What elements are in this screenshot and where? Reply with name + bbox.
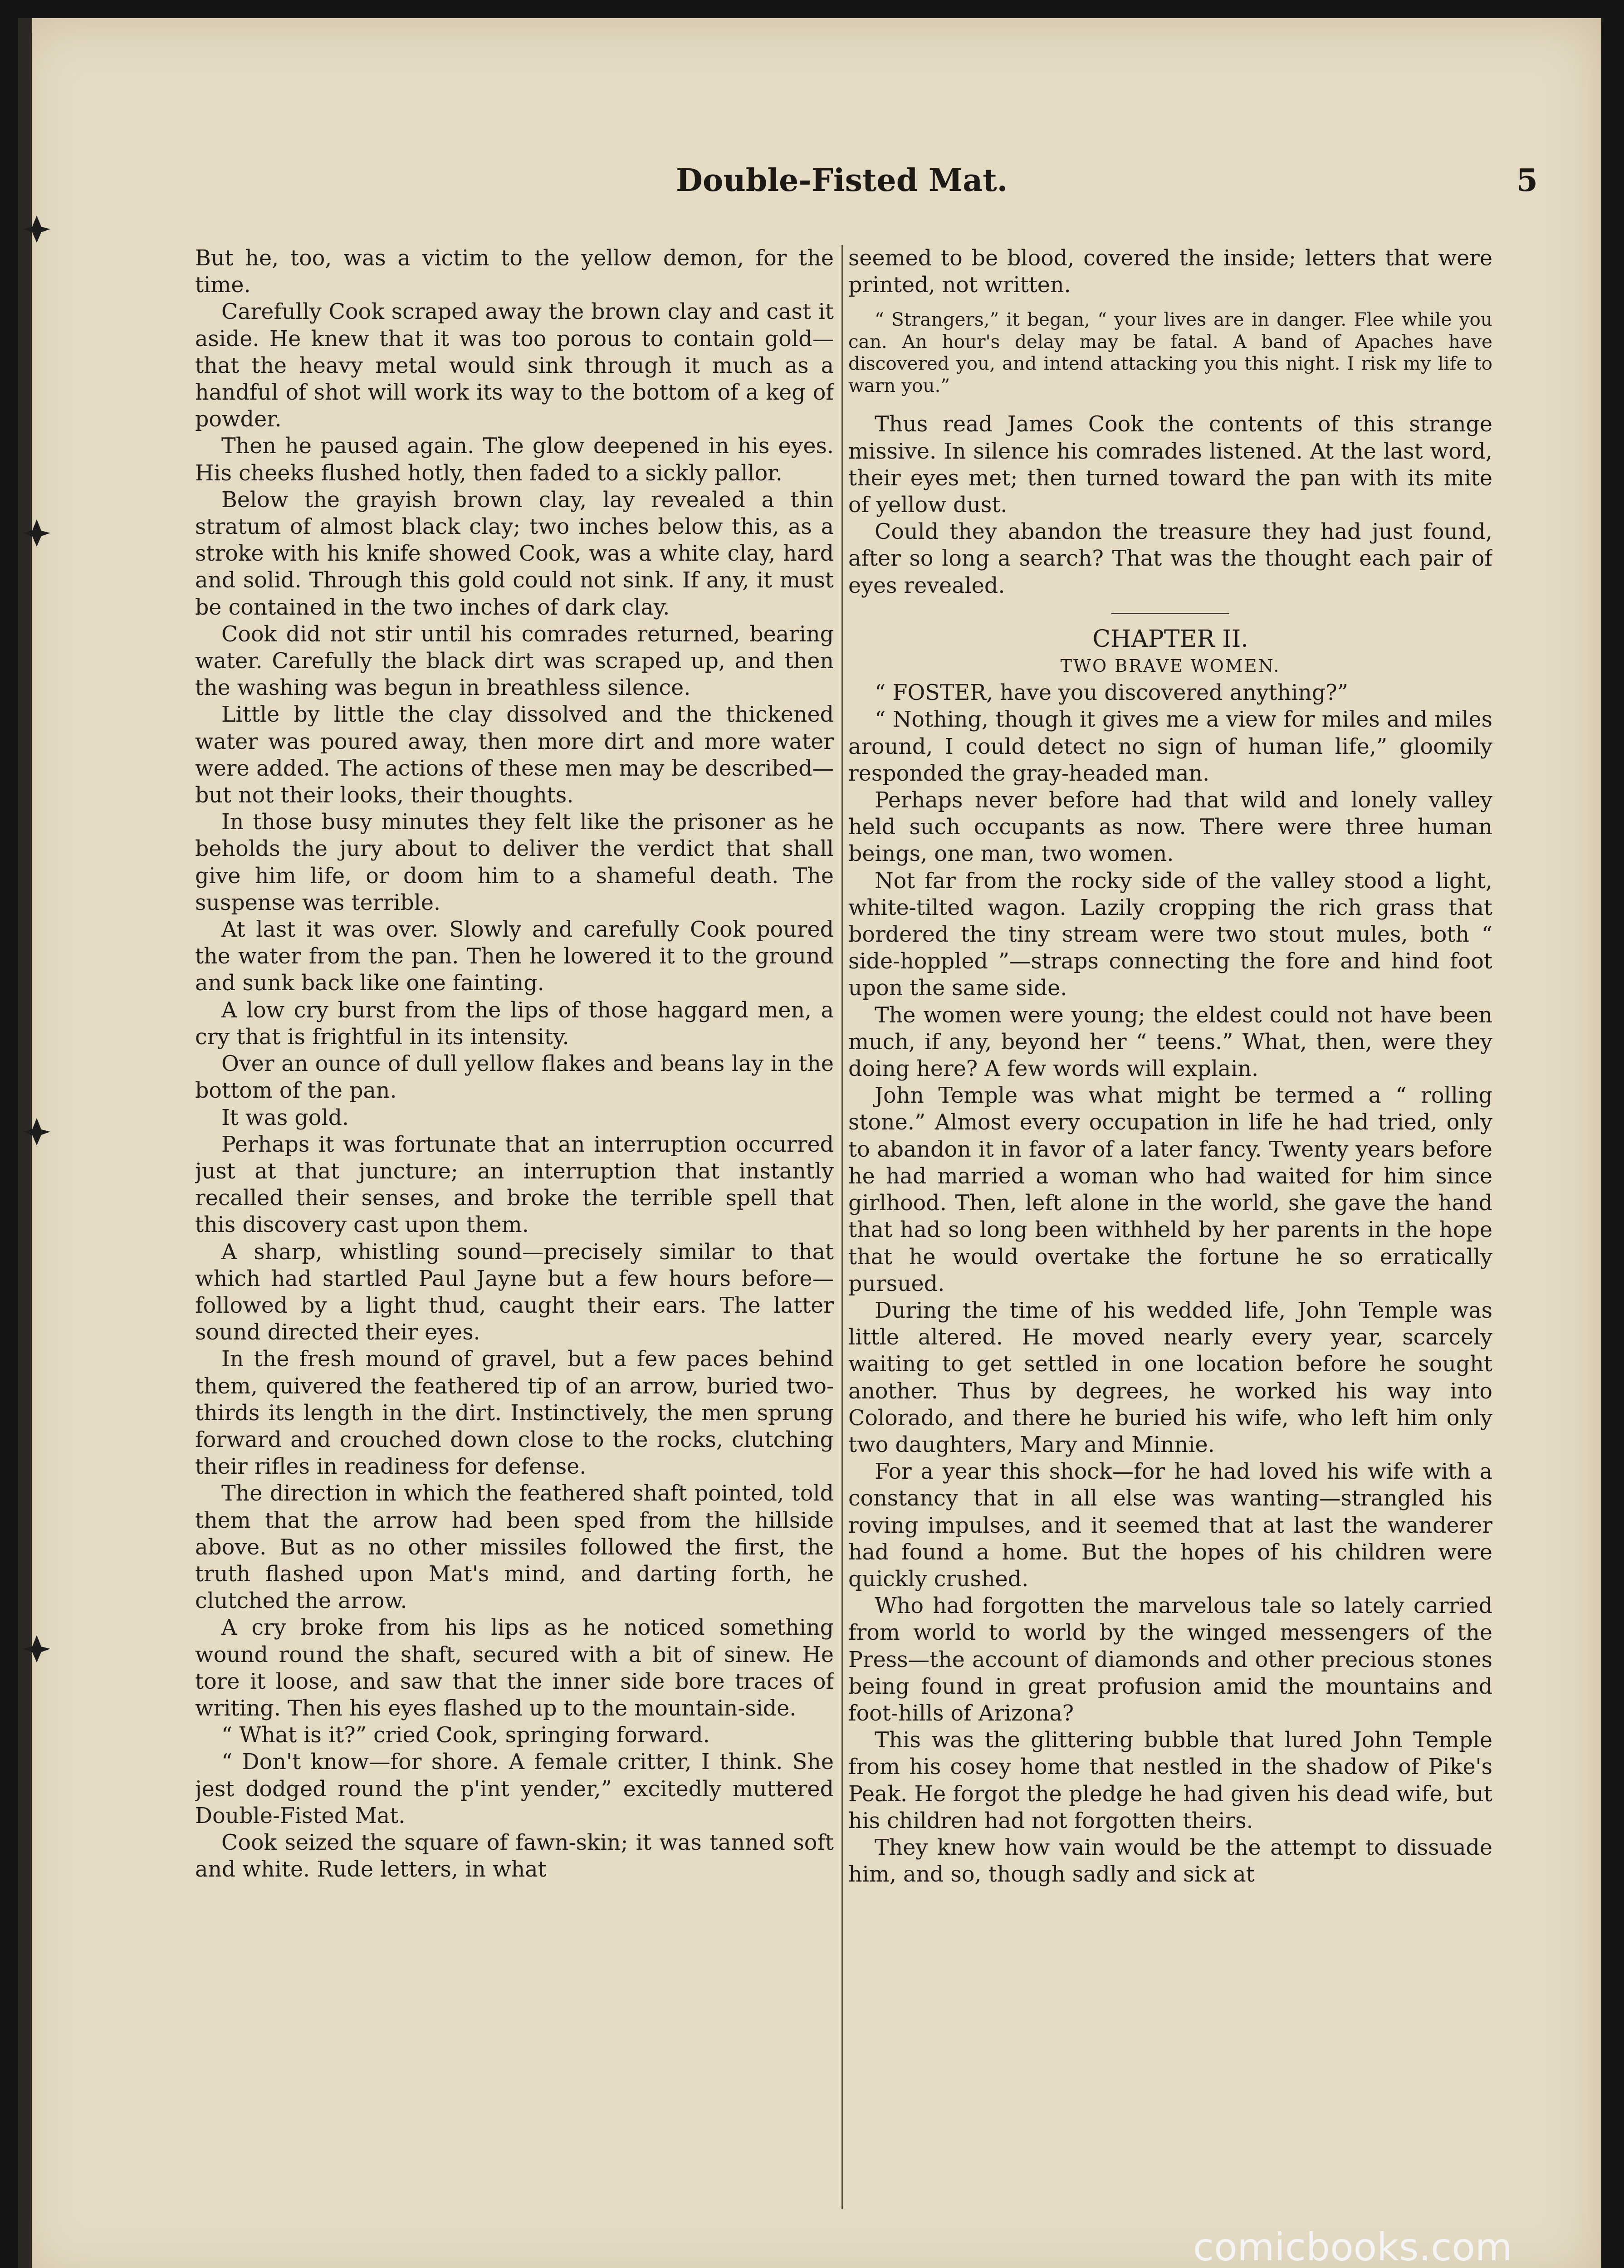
paragraph: “ What is it?” cried Cook, springing forward. bbox=[221, 1723, 710, 1748]
paragraph: “ Nothing, though it gives me a view for miles and miles around, I could detect no sign of human life,” gloomily responded the gray-headed man. bbox=[848, 707, 1492, 786]
chapter-subtitle: TWO BRAVE WOMEN. bbox=[1060, 656, 1281, 676]
site-watermark: comicbooks.com bbox=[1193, 2225, 1512, 2268]
running-title: Double-Fisted Mat. bbox=[676, 162, 1008, 199]
paragraph: Perhaps never before had that wild and lonely valley held such occupants as now. There were three human beings, one man, two women. bbox=[848, 788, 1492, 867]
paragraph: It was gold. bbox=[221, 1105, 349, 1130]
paragraph: Who had forgotten the marvelous tale so lately carried from world to world by the winged messengers of the Press—the account of diamonds and other precious stones being found in great profusion amid the mountains and foot-hills of Arizona? bbox=[848, 1593, 1492, 1726]
binding-hole-mark-icon bbox=[21, 517, 53, 549]
paragraph: But he, too, was a victim to the yellow demon, for the time. bbox=[195, 246, 834, 298]
chapter-rule bbox=[1111, 613, 1229, 614]
paragraph: seemed to be blood, covered the inside; letters that were printed, not written. bbox=[848, 246, 1492, 298]
paragraph: In the fresh mound of gravel, but a few paces behind them, quivered the feathered tip of an arrow, buried two-thirds its length in the dirt. Instinctively, the men sprung forward and crouched down close to the rocks, clutching their rifles in readiness for defense. bbox=[195, 1347, 834, 1480]
page-number: 5 bbox=[1516, 162, 1538, 199]
paragraph: In those busy minutes they felt like the prisoner as he beholds the jury about to deliver the verdict that shall give him life, or doom him to a shameful death. The suspense was terrible. bbox=[195, 810, 834, 915]
paragraph: Below the grayish brown clay, lay revealed a thin stratum of almost black clay; two inches below this, as a stroke with his knife showed Cook, was a white clay, hard and solid. Through this gold could not sink. If any, it must be contained in the two inches of dark clay. bbox=[195, 487, 834, 620]
paragraph: “ Don't know—for shore. A female critter, I think. She jest dodged round the p'int yender,” excitedly muttered Double-Fisted Mat. bbox=[195, 1750, 834, 1828]
paragraph: Carefully Cook scraped away the brown clay and cast it aside. He knew that it was too porous to contain gold—that the heavy metal would sink through it much as a handful of shot will work its way to the bottom of a keg of powder. bbox=[195, 299, 834, 432]
paragraph: Could they abandon the treasure they had just found, after so long a search? That was the thought each pair of eyes revealed. bbox=[848, 519, 1492, 598]
paragraph: At last it was over. Slowly and carefully Cook poured the water from the pan. Then he lowered it to the ground and sunk back like one fainting. bbox=[195, 917, 834, 996]
paragraph: Thus read James Cook the contents of this strange missive. In silence his comrades listened. At the last word, their eyes met; then turned toward the pan with its mite of yellow dust. bbox=[848, 412, 1492, 518]
paragraph: Not far from the rocky side of the valley stood a light, white-tilted wagon. Lazily cropping the rich grass that bordered the tiny stream were two stout mules, both “ side-hoppled ”—straps connecting the fore and hind foot upon the same side. bbox=[848, 868, 1492, 1001]
paragraph: This was the glittering bubble that lured John Temple from his cosey home that nestled in the shadow of Pike's Peak. He forgot the pledge he had given his dead wife, but his children had not forgotten theirs. bbox=[848, 1728, 1492, 1833]
paragraph: Cook did not stir until his comrades returned, bearing water. Carefully the black dirt was scraped up, and then the washing was begun in breathless silence. bbox=[195, 621, 834, 701]
binding-hole-mark-icon bbox=[21, 1633, 53, 1665]
paragraph: Little by little the clay dissolved and the thickened water was poured away, then more dirt and more water were added. The actions of these men may be described—but not their looks, their thoughts. bbox=[195, 702, 834, 808]
paragraph: A sharp, whistling sound—precisely similar to that which had startled Paul Jayne but a few hours before—followed by a light thud, caught their ears. The latter sound directed their eyes. bbox=[195, 1239, 834, 1345]
right-text-column bbox=[848, 245, 1492, 2223]
paragraph: “ FOSTER, have you discovered anything?” bbox=[875, 680, 1349, 706]
paragraph: Perhaps it was fortunate that an interruption occurred just at that juncture; an interruption that instantly recalled their senses, and broke the terrible spell that this discovery cast upon them. bbox=[195, 1132, 834, 1238]
paragraph: A low cry burst from the lips of those haggard men, a cry that is frightful in its intensity. bbox=[195, 997, 834, 1050]
paragraph: The women were young; the eldest could not have been much, if any, beyond her “ teens.” What, then, were they doing here? A few words will explain. bbox=[848, 1002, 1492, 1082]
left-text-column bbox=[195, 245, 834, 2223]
paragraph: Cook seized the square of fawn-skin; it was tanned soft and white. Rude letters, in what bbox=[195, 1830, 834, 1882]
binding-hole-mark-icon bbox=[21, 213, 53, 245]
fawn-skin-letter: “ Strangers,” it began, “ your lives are in danger. Flee while you can. An hour's delay may be fatal. A band of Apaches have discovered you, and intend attacking you this night. I risk my life to warn you.” bbox=[848, 308, 1492, 396]
running-header bbox=[676, 162, 1538, 212]
paragraph: During the time of his wedded life, John Temple was little altered. He moved nearly every year, scarcely waiting to get settled in one location before he sought another. Thus by degrees, he worked his way into Colorado, and there he buried his wife, who left him only two daughters, Mary and Minnie. bbox=[848, 1298, 1492, 1457]
paragraph: John Temple was what might be termed a “ rolling stone.” Almost every occupation in life he had tried, only to abandon it in favor of a later fancy. Twenty years before he had married a woman who had waited for him since girlhood. Then, left alone in the world, she gave the hand that had so long been withheld by her parents in the hope that he would overtake the fortune he so erratically pursued. bbox=[848, 1083, 1492, 1296]
paragraph: For a year this shock—for he had loved his wife with a constancy that in all else was wanting—strangled his roving impulses, and it seemed that at last the wanderer had found a home. But the hopes of his children were quickly crushed. bbox=[848, 1459, 1492, 1592]
column-divider bbox=[841, 245, 843, 2209]
paragraph: A cry broke from his lips as he noticed something wound round the shaft, secured with a bit of sinew. He tore it loose, and saw that the inner side bore traces of writing. Then his eyes flashed up to the mountain-side. bbox=[195, 1615, 834, 1721]
paragraph: Over an ounce of dull yellow flakes and beans lay in the bottom of the pan. bbox=[195, 1051, 834, 1104]
chapter-heading: CHAPTER II. bbox=[1092, 625, 1248, 653]
paragraph: The direction in which the feathered shaft pointed, told them that the arrow had been sped from the hillside above. But as no other missiles followed the first, the truth flashed upon Mat's mind, and darting forth, he clutched the arrow. bbox=[195, 1481, 834, 1614]
binding-hole-mark-icon bbox=[21, 1116, 53, 1148]
paragraph: Then he paused again. The glow deepened in his eyes. His cheeks flushed hotly, then faded to a sickly pallor. bbox=[195, 434, 834, 486]
paragraph: They knew how vain would be the attempt to dissuade him, and so, though sadly and sick at bbox=[848, 1835, 1492, 1887]
book-page bbox=[18, 18, 1601, 2268]
